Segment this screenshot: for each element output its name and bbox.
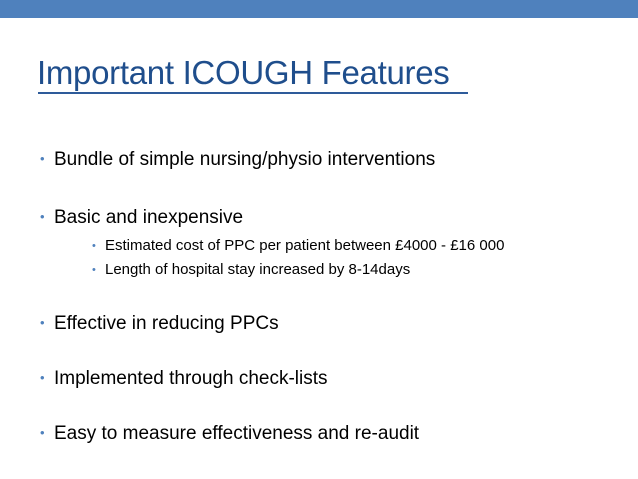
bullet-dot-icon: • <box>40 315 45 330</box>
bullet-text: Bundle of simple nursing/physio interventions <box>54 149 436 170</box>
bullet-dot-icon: • <box>40 209 45 224</box>
title-underline <box>38 92 468 94</box>
bullet-dot-icon: • <box>92 240 96 252</box>
bullet-text: Effective in reducing PPCs <box>54 313 279 334</box>
bullet-item <box>40 311 279 336</box>
bullet-item <box>40 366 328 391</box>
sub-bullet-text: Length of hospital stay increased by 8-14days <box>105 261 411 278</box>
bullet-item <box>40 421 419 446</box>
bullet-dot-icon: • <box>40 151 45 166</box>
bullet-text: Basic and inexpensive <box>54 207 244 228</box>
bullet-dot-icon: • <box>40 370 45 385</box>
sub-bullet-item <box>92 260 410 280</box>
bullet-dot-icon: • <box>92 264 96 276</box>
bullet-text: Easy to measure effectiveness and re-audit <box>54 423 420 444</box>
bullet-item <box>40 205 243 230</box>
sub-bullet-item <box>92 236 504 256</box>
bullet-text: Implemented through check-lists <box>54 368 328 389</box>
bullet-item <box>40 147 435 172</box>
slide-top-bar <box>0 0 638 18</box>
slide-title: Important ICOUGH Features <box>37 54 450 91</box>
sub-bullet-text: Estimated cost of PPC per patient between £4000 - £16 000 <box>105 237 505 254</box>
bullet-dot-icon: • <box>40 425 45 440</box>
